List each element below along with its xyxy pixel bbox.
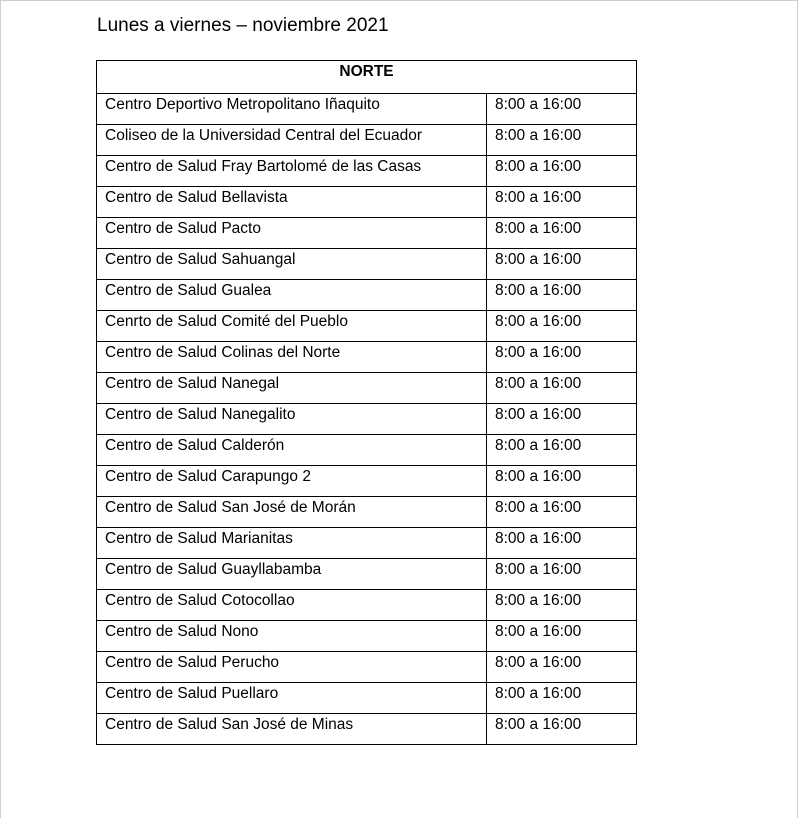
hours-cell: 8:00 a 16:00 <box>487 187 637 218</box>
hours-cell: 8:00 a 16:00 <box>487 683 637 714</box>
location-name-cell: Centro de Salud San José de Minas <box>97 714 487 745</box>
location-name-cell: Centro de Salud San José de Morán <box>97 497 487 528</box>
table-row <box>97 621 637 652</box>
location-name-cell: Coliseo de la Universidad Central del Ecuador <box>97 125 487 156</box>
location-name-cell: Centro de Salud Calderón <box>97 435 487 466</box>
location-name-cell: Centro de Salud Nanegalito <box>97 404 487 435</box>
hours-cell: 8:00 a 16:00 <box>487 156 637 187</box>
hours-cell: 8:00 a 16:00 <box>487 218 637 249</box>
hours-cell: 8:00 a 16:00 <box>487 652 637 683</box>
table-row <box>97 590 637 621</box>
hours-cell: 8:00 a 16:00 <box>487 466 637 497</box>
table-row <box>97 404 637 435</box>
table-row <box>97 249 637 280</box>
location-name-cell: Centro de Salud Gualea <box>97 280 487 311</box>
table-header-row <box>97 61 637 94</box>
hours-cell: 8:00 a 16:00 <box>487 280 637 311</box>
table-row <box>97 466 637 497</box>
table-header-norte: NORTE <box>97 61 637 94</box>
hours-cell: 8:00 a 16:00 <box>487 714 637 745</box>
schedule-table <box>96 60 637 745</box>
location-name-cell: Centro de Salud Fray Bartolomé de las Casas <box>97 156 487 187</box>
location-name-cell: Centro de Salud Nono <box>97 621 487 652</box>
table-row <box>97 187 637 218</box>
hours-cell: 8:00 a 16:00 <box>487 435 637 466</box>
hours-cell: 8:00 a 16:00 <box>487 404 637 435</box>
table-row <box>97 280 637 311</box>
hours-cell: 8:00 a 16:00 <box>487 373 637 404</box>
location-name-cell: Centro de Salud Guayllabamba <box>97 559 487 590</box>
hours-cell: 8:00 a 16:00 <box>487 497 637 528</box>
location-name-cell: Centro de Salud Carapungo 2 <box>97 466 487 497</box>
hours-cell: 8:00 a 16:00 <box>487 311 637 342</box>
table-body <box>97 94 637 745</box>
hours-cell: 8:00 a 16:00 <box>487 621 637 652</box>
table-row <box>97 559 637 590</box>
location-name-cell: Centro de Salud Bellavista <box>97 187 487 218</box>
location-name-cell: Centro de Salud Pacto <box>97 218 487 249</box>
location-name-cell: Centro de Salud Marianitas <box>97 528 487 559</box>
hours-cell: 8:00 a 16:00 <box>487 125 637 156</box>
table-row <box>97 94 637 125</box>
table-row <box>97 714 637 745</box>
location-name-cell: Centro Deportivo Metropolitano Iñaquito <box>97 94 487 125</box>
table-row <box>97 218 637 249</box>
location-name-cell: Centro de Salud Nanegal <box>97 373 487 404</box>
location-name-cell: Centro de Salud Puellaro <box>97 683 487 714</box>
hours-cell: 8:00 a 16:00 <box>487 590 637 621</box>
table-row <box>97 683 637 714</box>
hours-cell: 8:00 a 16:00 <box>487 342 637 373</box>
table-row <box>97 311 637 342</box>
table-row <box>97 125 637 156</box>
location-name-cell: Centro de Salud Sahuangal <box>97 249 487 280</box>
table-row <box>97 497 637 528</box>
location-name-cell: Centro de Salud Cotocollao <box>97 590 487 621</box>
hours-cell: 8:00 a 16:00 <box>487 94 637 125</box>
location-name-cell: Centro de Salud Colinas del Norte <box>97 342 487 373</box>
table-row <box>97 435 637 466</box>
hours-cell: 8:00 a 16:00 <box>487 249 637 280</box>
table-row <box>97 342 637 373</box>
location-name-cell: Centro de Salud Perucho <box>97 652 487 683</box>
hours-cell: 8:00 a 16:00 <box>487 559 637 590</box>
page-title: Lunes a viernes – noviembre 2021 <box>97 15 389 36</box>
table-row <box>97 373 637 404</box>
location-name-cell: Cenrto de Salud Comité del Pueblo <box>97 311 487 342</box>
hours-cell: 8:00 a 16:00 <box>487 528 637 559</box>
table-row <box>97 156 637 187</box>
table-row <box>97 528 637 559</box>
table-row <box>97 652 637 683</box>
